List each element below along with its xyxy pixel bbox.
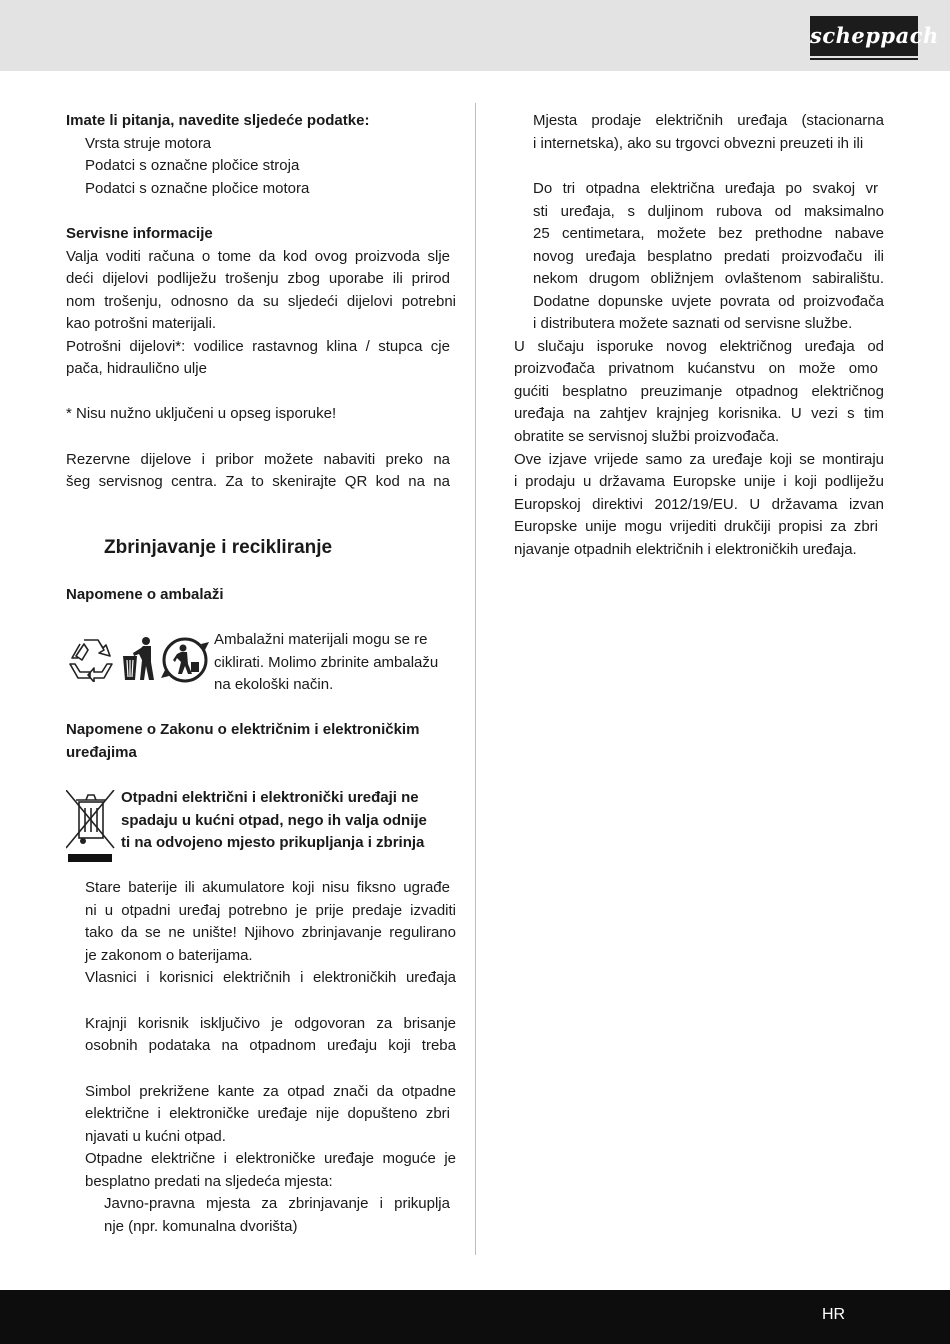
service-line: deći dijelovi podliježu trošenju zbog uporabe ili prirod (66, 270, 450, 287)
questions-item: Vrsta struje motora (85, 135, 212, 152)
small-device-line: novog uređaja besplatno predati proizvođaču ili (533, 248, 884, 265)
questions-item: Podatci s označne pločice motora (85, 180, 310, 197)
delivery-line: Europskoj direktivi 2012/19/EU. U državama izvan (514, 496, 884, 513)
small-device-line: 25 centimetara, možete bez prethodne nabave (533, 225, 884, 242)
parts-line: šeg servisnog centra. Za to skenirajte QR kod na na (66, 473, 450, 490)
symbol-line: njavati u kućni otpad. (85, 1128, 226, 1145)
symbol-line: Otpadne električne i elektroničke uređaje moguće je (85, 1150, 456, 1167)
crossed-bin-icon (66, 790, 116, 864)
battery-line: tako da se ne unište! Njihovo zbrinjavanje regulirano (85, 924, 456, 941)
service-line: pača, hidraulično ulje (66, 360, 207, 377)
battery-line: Vlasnici i korisnici električnih i elektroničkih uređaja (85, 969, 456, 986)
packaging-line: Ambalažni materijali mogu se re (214, 631, 428, 648)
logo-underline (810, 58, 918, 60)
small-device-line: Dodatne dopunske uvjete povrata od proizvođača (533, 293, 884, 310)
symbol-line: besplatno predati na sljedeća mjesta: (85, 1173, 333, 1190)
enduser-line: Krajnji korisnik isključivo je odgovoran za brisanje (85, 1015, 456, 1032)
public-line: nje (npr. komunalna dvorišta) (104, 1218, 298, 1235)
service-line: nom trošenju, odnosno da su sljedeći dijelovi potrebni (66, 293, 456, 310)
shops-line: i internetska), ako su trgovci obvezni preuzeti ih ili (533, 135, 864, 152)
delivery-line: Europske unije mogu vrijediti drukčiji propisi za zbri (514, 518, 878, 535)
service-line: kao potrošni materijali. (66, 315, 217, 332)
public-line: Javno-pravna mjesta za zbrinjavanje i prikuplja (104, 1195, 450, 1212)
weee-warning-line: spadaju u kućni otpad, nego ih valja odnije (121, 812, 427, 829)
small-device-line: Do tri otpadna električna uređaja po svakoj vr (533, 180, 878, 197)
page-header (0, 0, 950, 71)
packaging-line: na ekološki način. (214, 676, 334, 693)
battery-line: Stare baterije ili akumulatore koji nisu fiksno ugrađe (85, 879, 450, 896)
symbol-line: Simbol prekrižene kante za otpad znači da otpadne (85, 1083, 456, 1100)
delivery-line: U slučaju isporuke novog električnog uređaja od (514, 338, 884, 355)
section-title: Zbrinjavanje i recikliranje (104, 537, 333, 558)
delivery-line: njavanje otpadnih električnih i elektroničkih uređaja. (514, 541, 857, 558)
service-line: Potrošni dijelovi*: vodilice rastavnog klina / stupca cje (66, 338, 450, 355)
enduser-line: osobnih podataka na otpadnom uređaju koji treba (85, 1037, 456, 1054)
battery-line: ni u otpadni uređaj potrebno je prije predaje izvaditi (85, 902, 456, 919)
small-device-line: nekom drugom obližnjem ovlaštenom sabiralištu. (533, 270, 884, 287)
delivery-line: gućiti besplatno preuzimanje otpadnog električnog (514, 383, 884, 400)
delivery-line: proizvođača privatnom kućanstvu on može omo (514, 360, 878, 377)
parts-line: Rezervne dijelove i pribor možete nabaviti preko na (66, 451, 450, 468)
packaging-heading: Napomene o ambalaži (66, 586, 224, 603)
weee-heading: Napomene o Zakonu o električnim i elektroničkim (66, 721, 420, 738)
recycling-icon (66, 636, 116, 682)
column-divider (475, 103, 476, 1255)
shops-line: Mjesta prodaje električnih uređaja (stacionarna (533, 112, 884, 129)
packaging-line: ciklirati. Molimo zbrinite ambalažu (214, 654, 439, 671)
service-line: Valja voditi računa o tome da kod ovog proizvoda slje (66, 248, 450, 265)
delivery-line: i prodaju u državama Europske unije i koji podliježu (514, 473, 884, 490)
delivery-line: Ove izjave vrijede samo za uređaje koji se montiraju (514, 451, 884, 468)
symbol-line: električne i elektroničke uređaje nije dopušteno zbri (85, 1105, 450, 1122)
battery-line: je zakonom o baterijama. (85, 947, 253, 964)
recycle-person-icon (161, 636, 211, 684)
questions-heading: Imate li pitanja, navedite sljedeće podatke: (66, 112, 370, 129)
small-device-line: sti uređaja, s duljinom rubova od maksimalno (533, 203, 884, 220)
footnote: * Nisu nužno uključeni u opseg isporuke! (66, 405, 337, 422)
service-heading: Servisne informacije (66, 225, 213, 242)
small-device-line: i distributera možete saznati od servisne službe. (533, 315, 853, 332)
waste-bin-person-icon (121, 636, 157, 682)
brand-logo: scheppach (810, 16, 918, 56)
weee-heading: uređajima (66, 744, 137, 761)
delivery-line: uređaja na zahtjev krajnjeg korisnika. U vezi s tim (514, 405, 884, 422)
page-footer (0, 1290, 950, 1344)
delivery-line: obratite se servisnoj službi proizvođača. (514, 428, 780, 445)
weee-warning-line: Otpadni električni i elektronički uređaji ne (121, 789, 419, 806)
questions-item: Podatci s označne pločice stroja (85, 157, 300, 174)
language-code: HR (822, 1306, 846, 1323)
weee-warning-line: ti na odvojeno mjesto prikupljanja i zbrinja (121, 834, 425, 851)
